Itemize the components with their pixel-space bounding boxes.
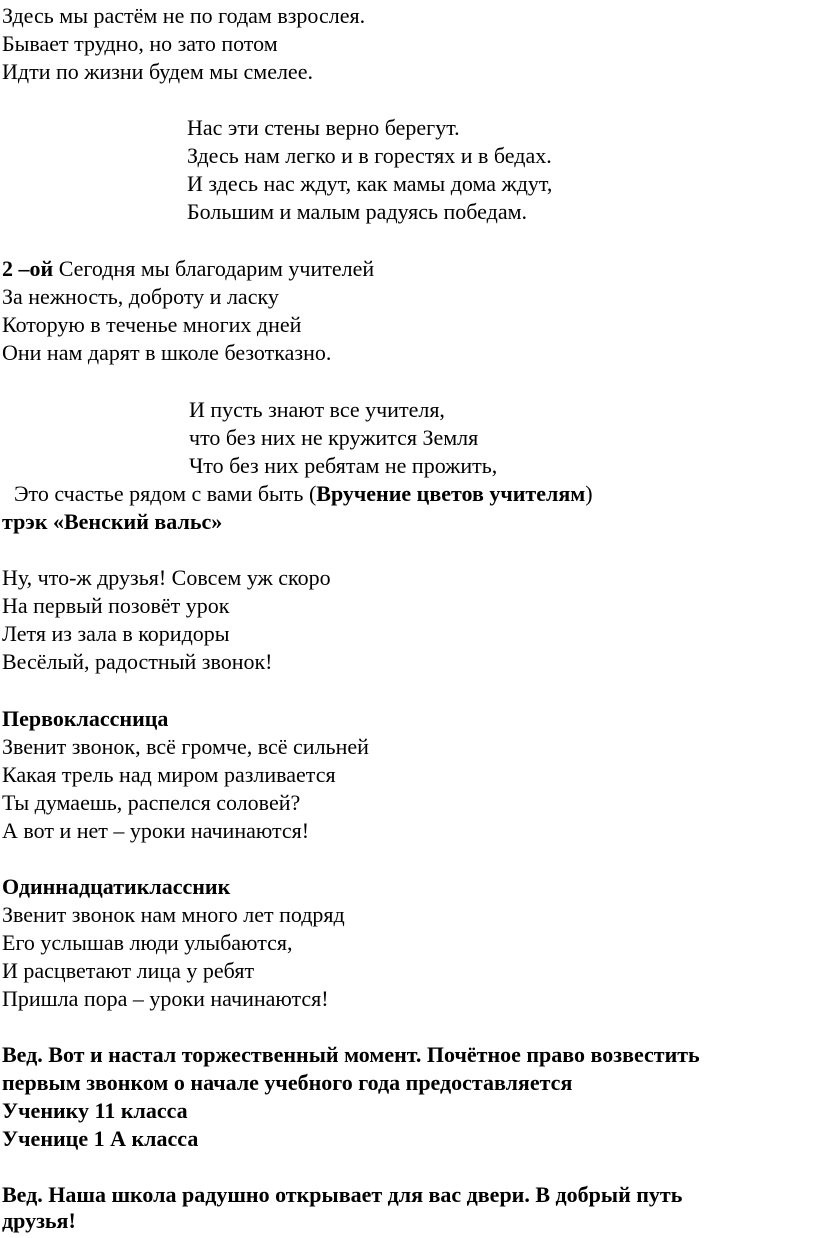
poem-line: И здесь нас ждут, как мамы дома ждут, <box>187 171 553 196</box>
track-note: трэк «Венский вальс» <box>2 509 223 534</box>
poem-line: Большим и малым радуясь победам. <box>187 199 528 224</box>
poem-line: Что без них ребятам не прожить, <box>189 453 498 478</box>
speaker-heading: Первоклассница <box>2 706 169 731</box>
host-line: Вед. Вот и настал торжественный момент. Почётное право возвестить <box>2 1042 700 1067</box>
poem-line: Нас эти стены верно берегут. <box>187 115 460 140</box>
host-line: первым звонком о начале учебного года предоставляется <box>2 1070 573 1095</box>
host-line: Вед. Наша школа радушно открывает для вас двери. В добрый путь <box>2 1182 683 1207</box>
poem-line: Идти по жизни будем мы смелее. <box>2 59 313 84</box>
host-line: Ученику 11 класса <box>2 1098 188 1123</box>
poem-line: Какая трель над миром разливается <box>2 762 336 787</box>
poem-line: Которую в теченье многих дней <box>2 312 302 337</box>
poem-line: Весёлый, радостный звонок! <box>2 649 273 674</box>
speaker-label: 2 –ой <box>2 256 54 281</box>
poem-line: что без них не кружится Земля <box>189 425 479 450</box>
poem-line: Бывает трудно, но зато потом <box>2 31 278 56</box>
poem-text: ) <box>585 481 593 506</box>
poem-line: А вот и нет – уроки начинаются! <box>2 818 310 843</box>
speaker-heading: Одиннадцатиклассник <box>2 874 231 899</box>
poem-line: Ну, что-ж друзья! Совсем уж скоро <box>2 565 331 590</box>
poem-text: Это счастье рядом с вами быть ( <box>14 481 317 506</box>
poem-line: За нежность, доброту и ласку <box>2 284 279 309</box>
poem-line: Пришла пора – уроки начинаются! <box>2 986 329 1011</box>
host-line: друзья! <box>2 1208 76 1233</box>
poem-line: Летя из зала в коридоры <box>2 621 230 646</box>
poem-line: И расцветают лица у ребят <box>2 958 255 983</box>
poem-text: Сегодня мы благодарим учителей <box>58 256 375 281</box>
poem-line: Звенит звонок, всё громче, всё сильней <box>2 734 369 759</box>
poem-line <box>2 255 374 283</box>
poem-line: Ты думаешь, распелся соловей? <box>2 790 301 815</box>
host-line: Ученице 1 А класса <box>2 1126 199 1151</box>
poem-line: Здесь нам легко и в горестях и в бедах. <box>187 143 552 168</box>
stage-direction: Вручение цветов учителям <box>316 481 586 506</box>
poem-line: Здесь мы растём не по годам взрослея. <box>2 3 366 28</box>
poem-line: Звенит звонок нам много лет подряд <box>2 902 345 927</box>
poem-line: На первый позовёт урок <box>2 593 230 618</box>
poem-line: Они нам дарят в школе безотказно. <box>2 340 332 365</box>
poem-line: И пусть знают все учителя, <box>189 397 445 422</box>
poem-line: Его услышав люди улыбаются, <box>2 930 293 955</box>
poem-line <box>14 480 593 508</box>
